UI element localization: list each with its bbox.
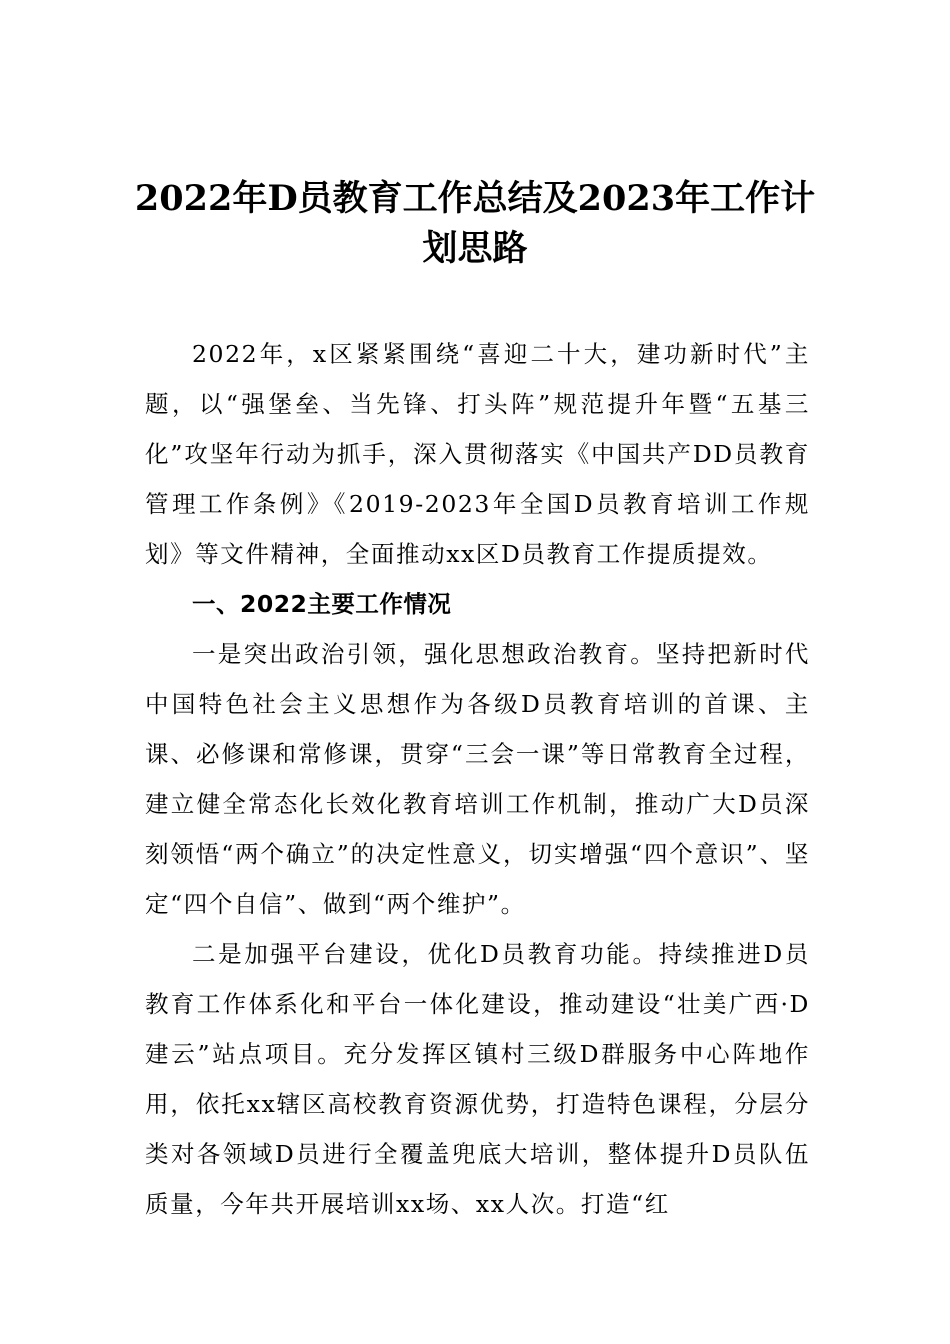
document-title: 2022年D员教育工作总结及2023年工作计划思路 — [134, 178, 816, 269]
paragraph-intro: 2022年，x区紧紧围绕“喜迎二十大，建功新时代”主题，以“强堡垒、当先锋、打头阵”规范提升年暨“五基三化”攻坚年行动为抓手，深入贯彻落实《中国共产DD员教育管理工作条例》《2019-2023年全国D员教育培训工作规划》等文件精神，全面推动xx区D员教育工作提质提效。 — [145, 340, 810, 568]
document-body — [145, 329, 810, 1229]
paragraph-platform-building: 二是加强平台建设，优化D员教育功能。持续推进D员教育工作体系化和平台一体化建设，推动建设“壮美广西·D建云”站点项目。充分发挥区镇村三级D群服务中心阵地作用，依托xx辖区高校教育资源优势，打造特色课程，分层分类对各领域D员进行全覆盖兜底大培训，整体提升D员队伍质量，今年共开展培训xx场、xx人次。打造“红 — [145, 940, 810, 1218]
section-heading-main-work: 一、2022主要工作情况 — [192, 590, 452, 618]
paragraph-political-guidance: 一是突出政治引领，强化思想政治教育。坚持把新时代中国特色社会主义思想作为各级D员教育培训的首课、主课、必修课和常修课，贯穿“三会一课”等日常教育全过程，建立健全常态化长效化教育培训工作机制，推动广大D员深刻领悟“两个确立”的决定性意义，切实增强“四个意识”、坚定“四个自信”、做到“两个维护”。 — [145, 640, 810, 918]
